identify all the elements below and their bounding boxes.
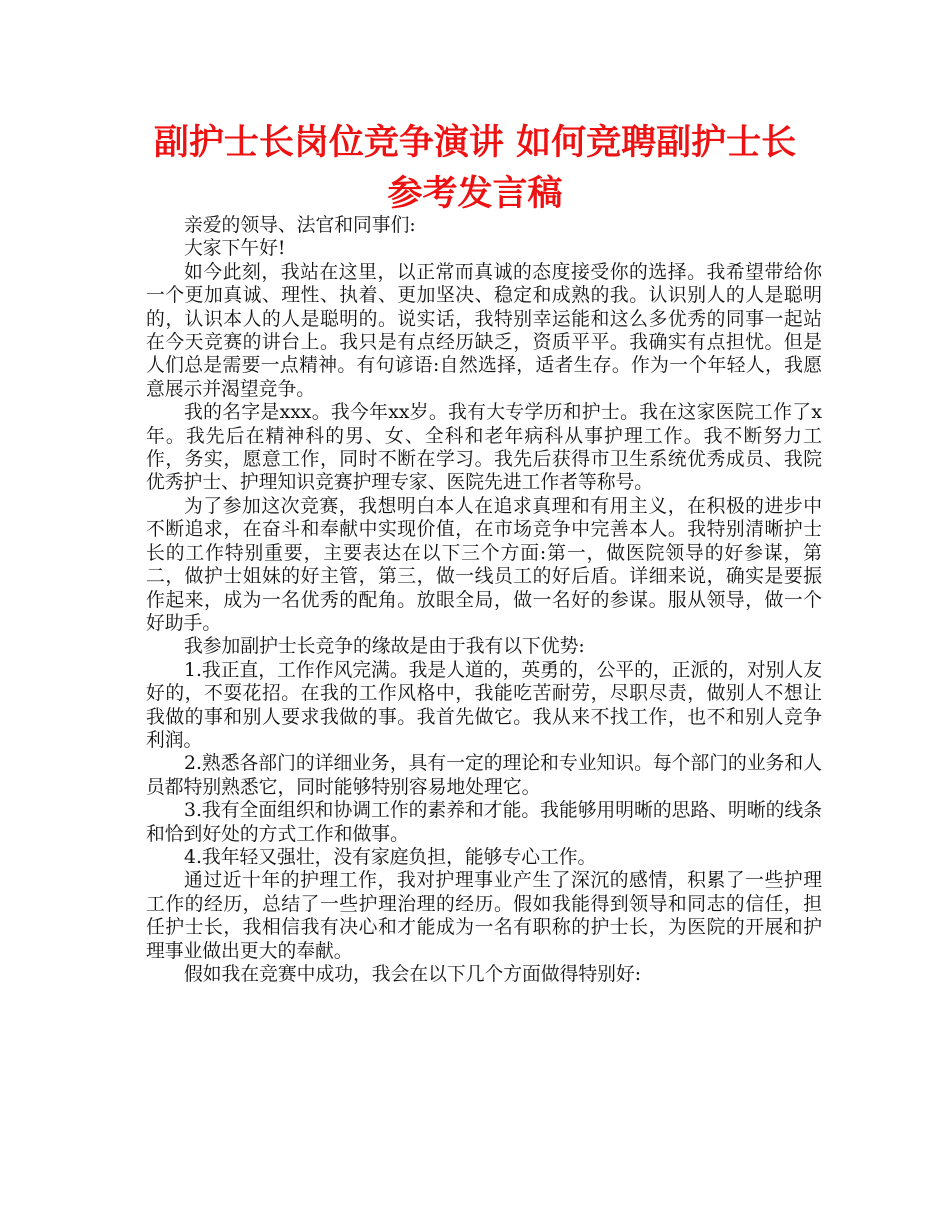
paragraph-plans-lead: 假如我在竞赛中成功，我会在以下几个方面做得特别好: — [184, 964, 642, 985]
paragraph-experience: 通过近十年的护理工作，我对护理事业产生了深沉的感情，积累了一些护理工作的经历，总结了一些护理治理的经历。假如我能得到领导和同志的信任，担任护士长，我相信我有决心和才能成为一名有职称的护士长，为医院的开展和护理事业做出更大的奉献。 — [146, 870, 822, 962]
paragraph-advantages-lead: 我参加副护士长竞争的缘故是由于我有以下优势: — [184, 636, 585, 658]
advantage-item-4: 4.我年轻又强壮，没有家庭负担，能够专心工作。 — [184, 846, 597, 868]
salutation: 亲爱的领导、法官和同事们: — [184, 215, 416, 236]
paragraph-role-understanding: 为了参加这次竞赛，我想明白本人在追求真理和有用主义，在积极的进步中不断追求，在奋斗和奉献中实现价值，在市场竞争中完善本人。我特别清晰护士长的工作特别重要，主要表达在以下三个方面:第一，做医院领导的好参谋，第二，做护士姐妹的好主管，第三，做一线员工的好后盾。详细来说，确实是要振作起来，成为一名优秀的配角。放眼全局，做一名好的参谋。服从领导，做一个好助手。 — [146, 495, 822, 634]
paragraph-intro: 如今此刻，我站在这里，以正常而真诚的态度接受你的选择。我希望带给你一个更加真诚、理性、执着、更加坚决、稳定和成熟的我。认识别人的人是聪明的，认识本人的人是聪明的。说实话，我特别幸运能和这么多优秀的同事一起站在今天竞赛的讲台上。我只是有点经历缺乏，资质平平。我确实有点担忧。但是人们总是需要一点精神。有句谚语:自然选择，适者生存。作为一个年轻人，我愿意展示并渴望竞争。 — [146, 261, 822, 400]
document-title — [120, 118, 830, 220]
advantage-item-2: 2.熟悉各部门的详细业务，具有一定的理论和专业知识。每个部门的业务和人员都特别熟悉它，同时能够特别容易地处理它。 — [146, 753, 822, 798]
greeting: 大家下午好! — [184, 238, 286, 260]
advantage-item-3: 3.我有全面组织和协调工作的素养和才能。我能够用明晰的思路、明晰的线条和恰到好处的方式工作和做事。 — [146, 800, 822, 845]
paragraph-self-introduction: 我的名字是xxx。我今年xx岁。我有大专学历和护士。我在这家医院工作了x年。我先后在精神科的男、女、全科和老年病科从事护理工作。我不断努力工作，务实，愿意工作，同时不断在学习。我先后获得市卫生系统优秀成员、我院优秀护士、护理知识竞赛护理专家、医院先进工作者等称号。 — [146, 402, 822, 494]
title-line-1: 副护士长岗位竞争演讲 如何竞聘副护士长 — [153, 123, 797, 163]
document-body — [146, 214, 822, 986]
advantage-item-1: 1.我正直，工作作风完满。我是人道的，英勇的，公平的，正派的，对别人友好的，不耍花招。在我的工作风格中，我能吃苦耐劳，尽职尽责，做别人不想让我做的事和别人要求我做的事。我首先做它。我从来不找工作，也不和别人竞争利润。 — [146, 659, 822, 751]
title-line-2: 参考发言稿 — [387, 174, 563, 214]
